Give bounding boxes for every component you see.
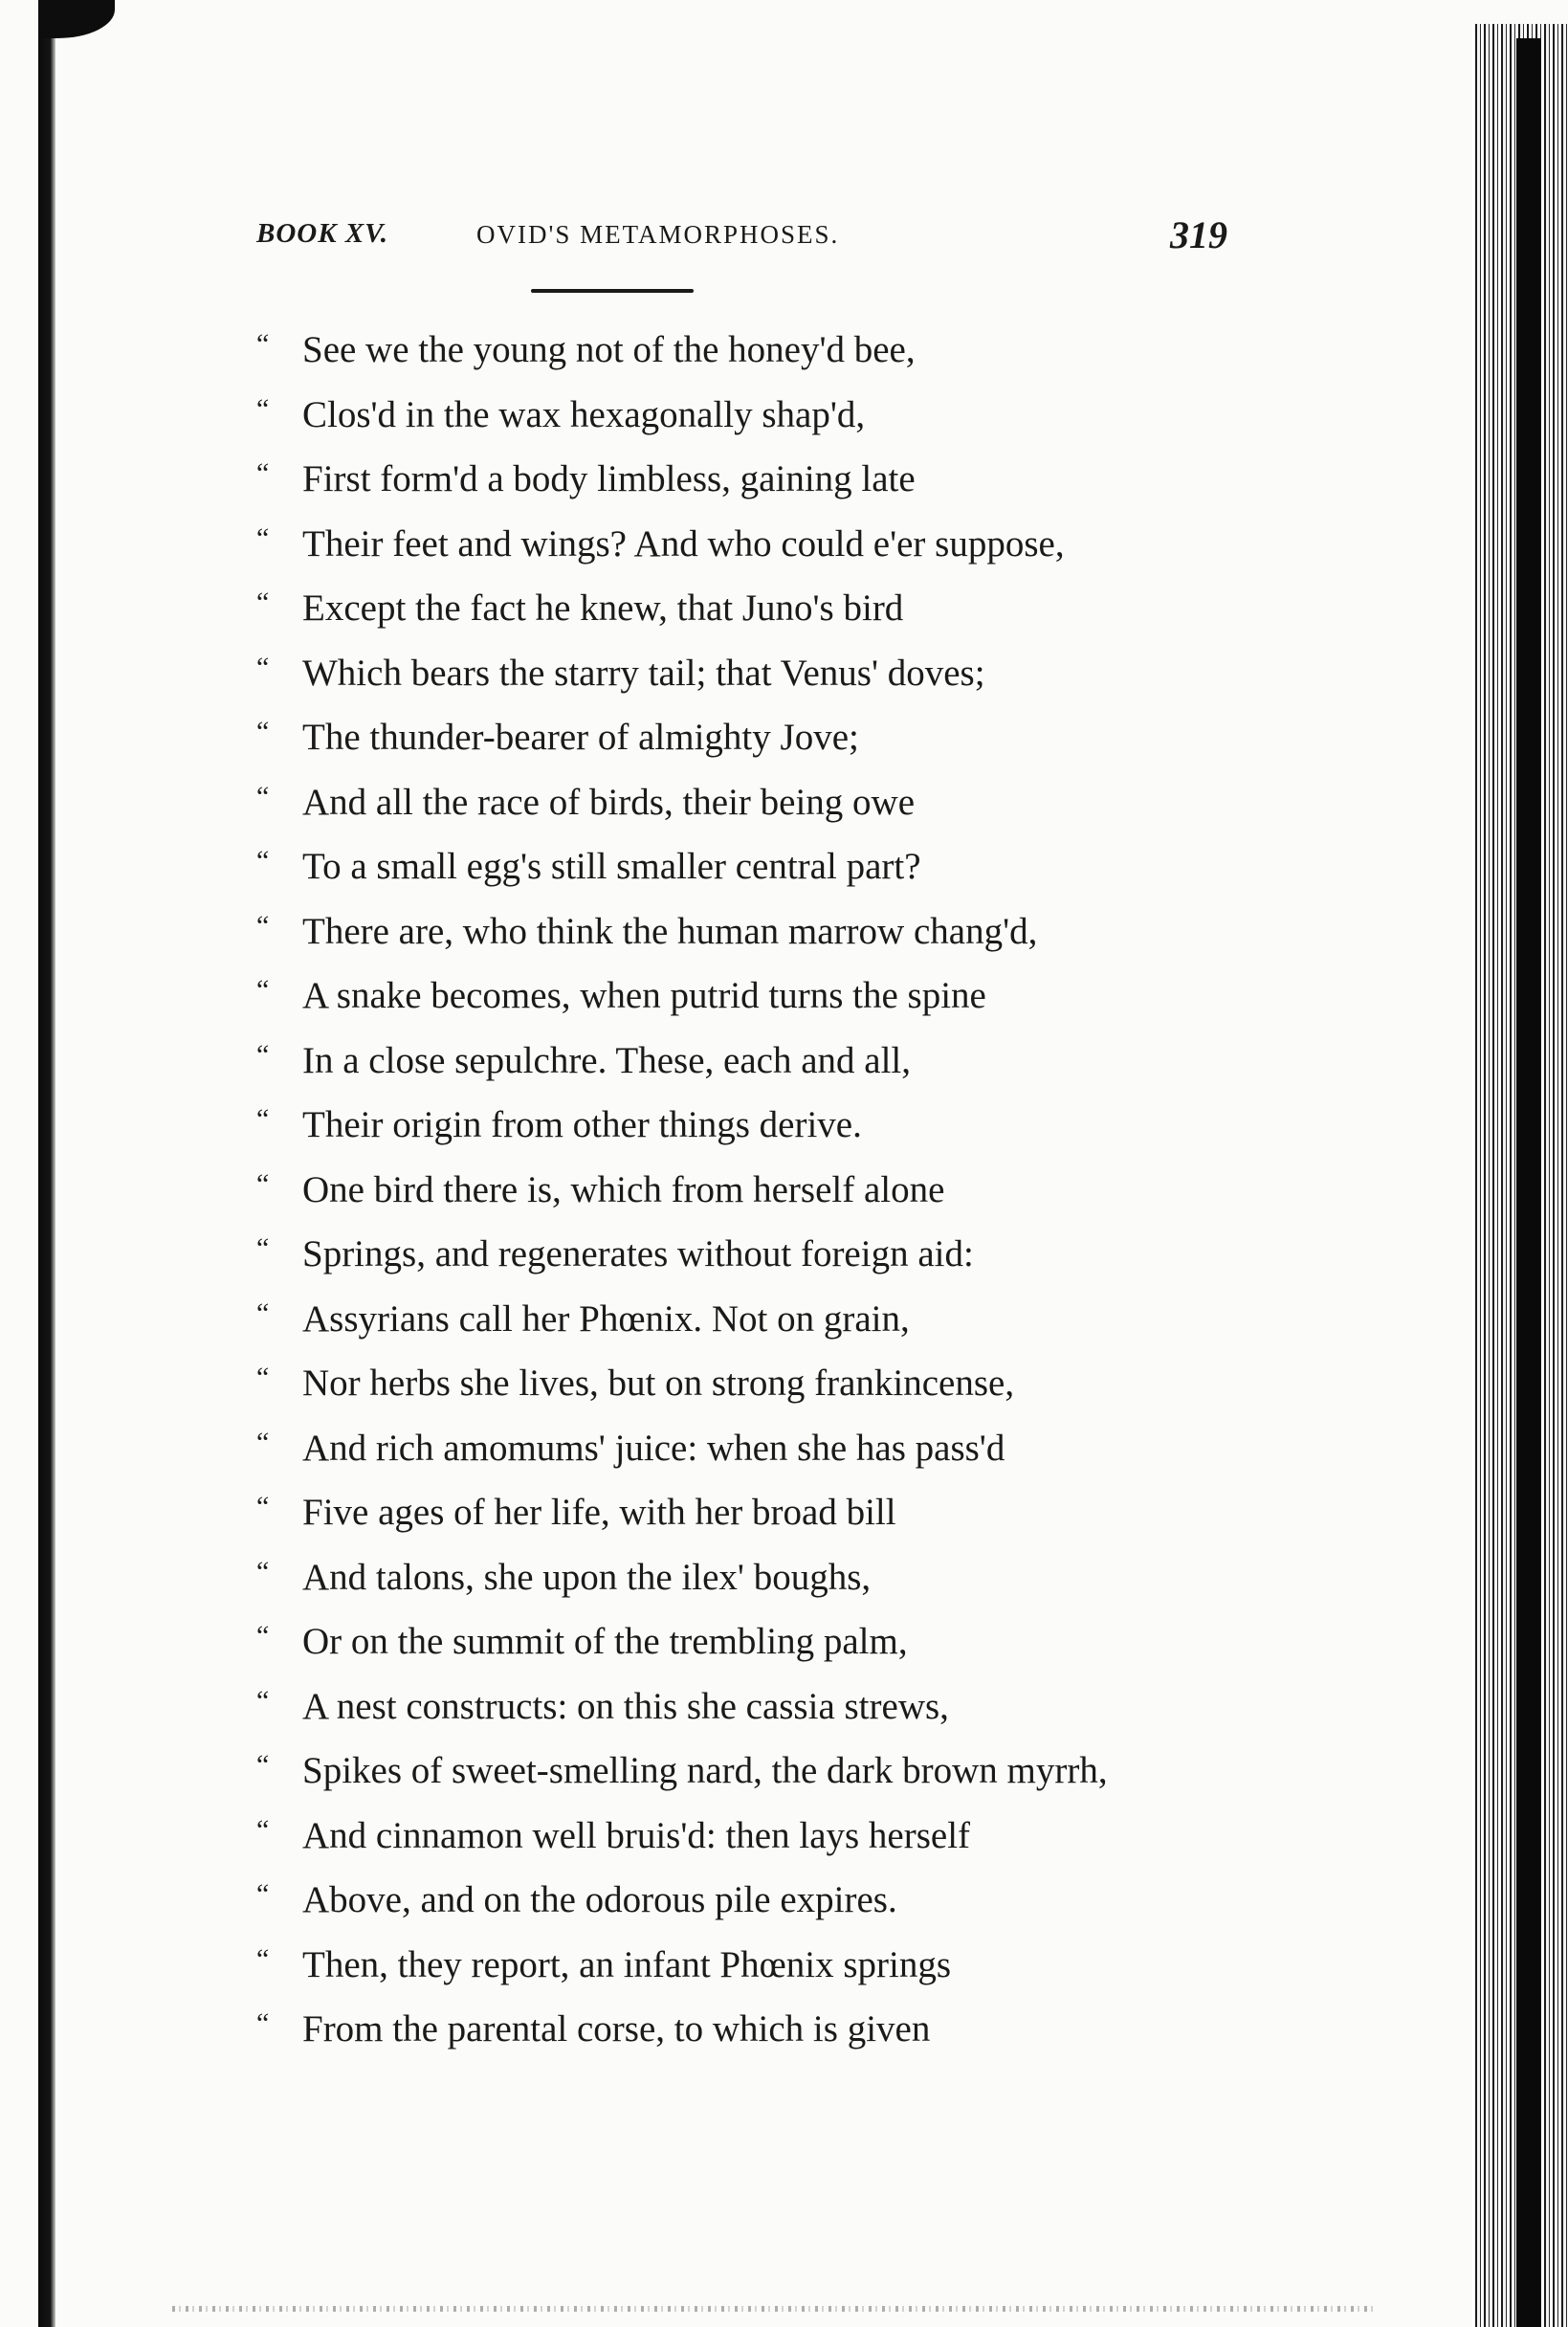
opening-quote-mark: “ <box>256 974 270 1006</box>
opening-quote-mark: “ <box>256 1426 270 1458</box>
verse-text: And cinnamon well bruis'd: then lays herself <box>302 1814 971 1856</box>
binding-shadow <box>38 0 55 2327</box>
opening-quote-mark: “ <box>256 1813 270 1846</box>
verse-line <box>256 834 1232 899</box>
verse-text: Five ages of her life, with her broad bill <box>302 1492 896 1533</box>
opening-quote-mark: “ <box>256 1038 270 1071</box>
verse-line <box>256 576 1232 641</box>
page-stack-shadow <box>1516 38 1541 2327</box>
verse-line <box>256 512 1232 577</box>
verse-line <box>256 1093 1232 1158</box>
verse-text: See we the young not of the honey'd bee, <box>302 329 916 370</box>
opening-quote-mark: “ <box>256 1232 270 1264</box>
verse-text: Their feet and wings? And who could e'er suppose, <box>302 522 1065 565</box>
verse-line <box>256 899 1232 964</box>
verse-line <box>256 1545 1232 1610</box>
verse-line <box>256 1222 1232 1287</box>
verse-text: And rich amomums' juice: when she has pass'd <box>302 1427 1005 1469</box>
opening-quote-mark: “ <box>256 392 270 425</box>
verse-text: Except the fact he knew, that Juno's bird <box>302 587 904 629</box>
verse-line <box>256 1480 1232 1545</box>
opening-quote-mark: “ <box>256 521 270 554</box>
verse-line <box>256 1868 1232 1933</box>
verse-line <box>256 1287 1232 1352</box>
opening-quote-mark: “ <box>256 1878 270 1910</box>
opening-quote-mark: “ <box>256 1555 270 1587</box>
verse-text: Or on the summit of the trembling palm, <box>302 1621 908 1662</box>
page-number: 319 <box>1170 213 1227 256</box>
verse-text: Then, they report, an infant Phœnix springs <box>302 1943 952 1985</box>
verse-line <box>256 1674 1232 1740</box>
verse-text: And talons, she upon the ilex' boughs, <box>302 1556 872 1598</box>
verse-line <box>256 1609 1232 1674</box>
opening-quote-mark: “ <box>256 587 270 618</box>
header-rule <box>531 289 694 293</box>
opening-quote-mark: “ <box>256 845 270 876</box>
verse-text: A snake becomes, when putrid turns the spine <box>302 975 986 1016</box>
verse-text: Which bears the starry tail; that Venus' doves; <box>302 652 985 694</box>
verse-line <box>256 383 1232 448</box>
opening-quote-mark: “ <box>256 780 270 812</box>
opening-quote-mark: “ <box>256 457 270 489</box>
verse-line <box>256 770 1232 835</box>
opening-quote-mark: “ <box>256 1749 270 1781</box>
verse-text: From the parental corse, to which is given <box>302 2008 931 2050</box>
verse-text: One bird there is, which from herself alone <box>302 1168 945 1210</box>
verse-text: To a small egg's still smaller central part? <box>302 846 921 887</box>
verse-text: And all the race of birds, their being owe <box>302 781 916 823</box>
verse-line <box>256 1804 1232 1869</box>
verse-block <box>256 318 1232 2062</box>
verse-line <box>256 964 1232 1029</box>
verse-line <box>256 318 1232 383</box>
opening-quote-mark: “ <box>256 1362 270 1393</box>
verse-line <box>256 1351 1232 1416</box>
opening-quote-mark: “ <box>256 651 270 683</box>
verse-text: A nest constructs: on this she cassia strews, <box>302 1685 949 1727</box>
verse-text: Nor herbs she lives, but on strong frankincense, <box>302 1363 1015 1404</box>
verse-text: The thunder-bearer of almighty Jove; <box>302 717 859 758</box>
verse-text: Assyrians call her Phœnix. Not on grain, <box>302 1297 910 1340</box>
opening-quote-mark: “ <box>256 1942 270 1975</box>
running-header <box>256 212 1227 270</box>
opening-quote-mark: “ <box>256 1167 270 1200</box>
verse-text: Their origin from other things derive. <box>302 1104 862 1145</box>
verse-text: First form'd a body limbless, gaining late <box>302 458 916 499</box>
opening-quote-mark: “ <box>256 1296 270 1329</box>
verse-line <box>256 1029 1232 1094</box>
opening-quote-mark: “ <box>256 328 270 360</box>
bottom-scan-dust <box>172 2306 1378 2312</box>
verse-text: There are, who think the human marrow chang'd, <box>302 910 1038 952</box>
verse-text: In a close sepulchre. These, each and all, <box>302 1039 911 1081</box>
verse-line <box>256 641 1232 706</box>
verse-line <box>256 447 1232 512</box>
book-label: BOOK XV. <box>256 218 389 249</box>
opening-quote-mark: “ <box>256 1620 270 1651</box>
verse-line <box>256 1997 1232 2062</box>
verse-line <box>256 1933 1232 1998</box>
verse-text: Springs, and regenerates without foreign aid: <box>302 1233 974 1274</box>
opening-quote-mark: “ <box>256 716 270 747</box>
verse-text: Spikes of sweet-smelling nard, the dark brown myrrh, <box>302 1750 1108 1791</box>
verse-line <box>256 1416 1232 1481</box>
opening-quote-mark: “ <box>256 1103 270 1135</box>
opening-quote-mark: “ <box>256 1491 270 1522</box>
opening-quote-mark: “ <box>256 909 270 942</box>
verse-text: Clos'd in the wax hexagonally shap'd, <box>302 393 866 435</box>
verse-text: Above, and on the odorous pile expires. <box>302 1879 897 1920</box>
opening-quote-mark: “ <box>256 1684 270 1717</box>
opening-quote-mark: “ <box>256 2007 270 2039</box>
binding-corner <box>38 0 115 38</box>
verse-line <box>256 1158 1232 1223</box>
verse-line <box>256 705 1232 770</box>
verse-line <box>256 1739 1232 1804</box>
running-title: OVID'S METAMORPHOSES. <box>476 220 840 249</box>
